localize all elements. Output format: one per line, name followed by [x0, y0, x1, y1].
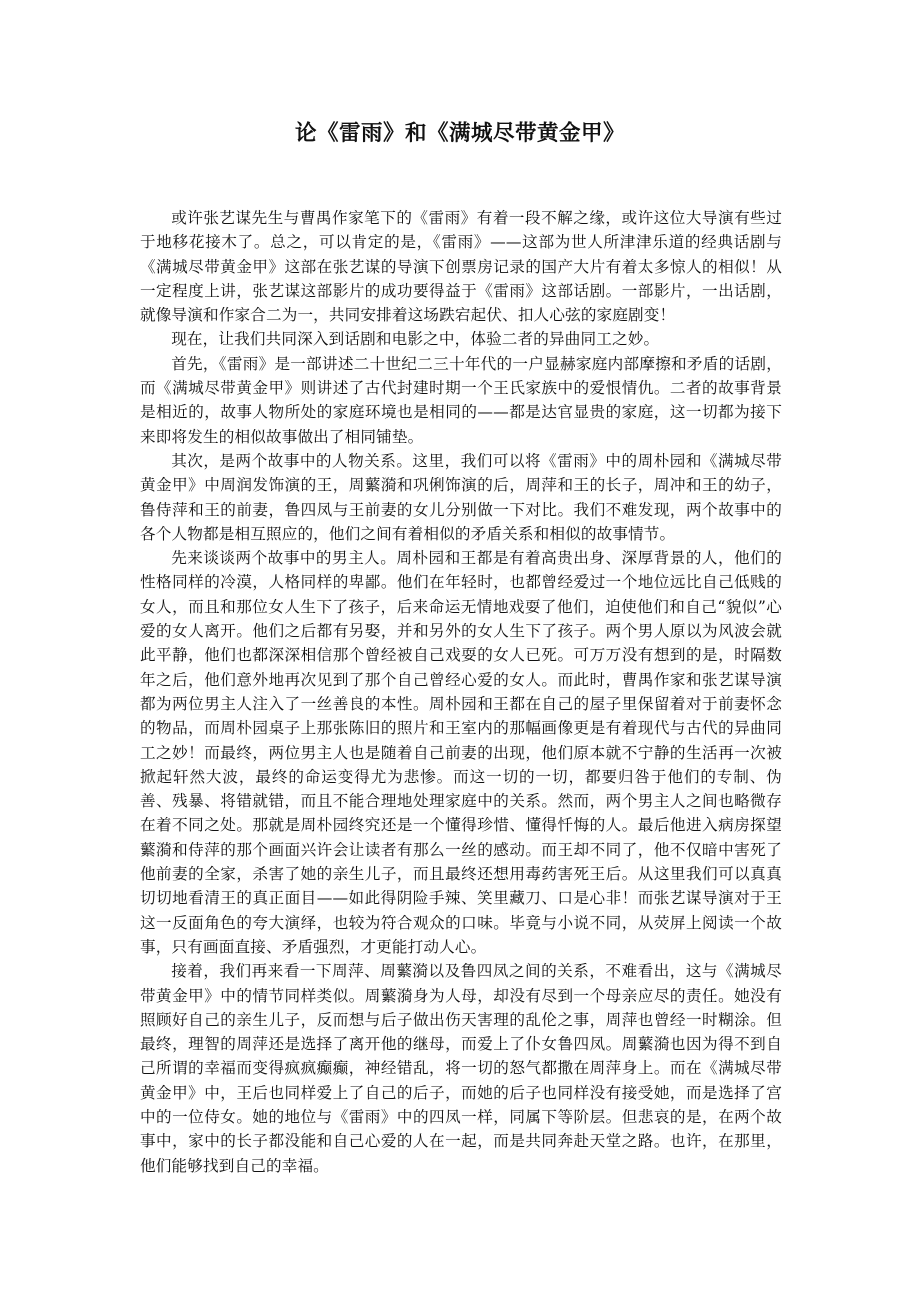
- document-body: [140, 206, 782, 1178]
- paragraph-intro: 或许张艺谋先生与曹禺作家笔下的《雷雨》有着一段不解之缘，或许这位大导演有些过于地移花接木了。总之，可以肯定的是，《雷雨》——这部为世人所津津乐道的经典话剧与《满城尽带黄金甲》这部在张艺谋的导演下创票房记录的国产大片有着太多惊人的相似！从一定程度上讲，张艺谋这部影片的成功要得益于《雷雨》这部话剧。一部影片，一出话剧，就像导演和作家合二为一，共同安排着这场跌宕起伏、扣人心弦的家庭剧变！: [140, 209, 782, 325]
- paragraph-male-leads: 先来谈谈两个故事中的男主人。周朴园和王都是有着高贵出身、深厚背景的人，他们的性格同样的冷漠，人格同样的卑鄙。他们在年轻时，也都曾经爱过一个地位远比自己低贱的女人，而且和那位女人生下了孩子，后来命运无情地戏耍了他们，迫使他们和自己“貌似”心爱的女人离开。他们之后都有另娶，并和另外的女人生下了孩子。两个男人原以为风波会就此平静，他们也都深深相信那个曾经被自己戏耍的女人已死。可万万没有想到的是，时隔数年之后，他们意外地再次见到了那个自己曾经心爱的女人。而此时，曹禺作家和张艺谋导演都为两位男主人注入了一丝善良的本性。周朴园和王都在自己的屋子里保留着对于前妻怀念的物品，而周朴园桌子上那张陈旧的照片和王室内的那幅画像更是有着现代与古代的异曲同工之妙！而最终，两位男主人也是随着自己前妻的出现，他们原本就不宁静的生活再一次被掀起轩然大波，最终的命运变得尤为悲惨。而这一切的一切，都要归咎于他们的专制、伪善、残暴、将错就错，而且不能合理地处理家庭中的关系。然而，两个男主人之间也略微存在着不同之处。那就是周朴园终究还是一个懂得珍惜、懂得忏悔的人。最后他进入病房探望蘩漪和侍萍的那个画面兴许会让读者有那么一丝的感动。而王却不同了，他不仅暗中害死了他前妻的全家，杀害了她的亲生儿子，而且最终还想用毒药害死王后。从这里我们可以真真切切地看清王的真正面目——如此得阴险手辣、笑里藏刀、口是心非！而张艺谋导演对于王这一反面角色的夸大演绎，也较为符合观众的口味。毕竟与小说不同，从荧屏上阅读一个故事，只有画面直接、矛盾强烈，才更能打动人心。: [140, 549, 782, 956]
- paragraph-background: 首先，《雷雨》是一部讲述二十世纪二三十年代的一户显赫家庭内部摩擦和矛盾的话剧，而《满城尽带黄金甲》则讲述了古代封建时期一个王氏家族中的爱恨情仇。二者的故事背景是相近的，故事人物所处的家庭环境也是相同的——都是达官显贵的家庭，这一切都为接下来即将发生的相似故事做出了相同铺垫。: [140, 354, 782, 446]
- paragraph-love-triangle: 接着，我们再来看一下周萍、周蘩漪以及鲁四凤之间的关系，不难看出，这与《满城尽带黄金甲》中的情节同样类似。周蘩漪身为人母，却没有尽到一个母亲应尽的责任。她没有照顾好自己的亲生儿子，反而想与后子做出伤天害理的乱伦之事，周萍也曾经一时糊涂。但最终，理智的周萍还是选择了离开他的继母，而爱上了仆女鲁四凤。周蘩漪也因为得不到自己所谓的幸福而变得疯疯癫癫，神经错乱，将一切的怒气都撒在周萍身上。而在《满城尽带黄金甲》中，王后也同样爱上了自己的后子，而她的后子也同样没有接受她，而是选择了宫中的一位侍女。她的地位与《雷雨》中的四凤一样，同属下等阶层。但悲哀的是，在两个故事中，家中的长子都没能和自己心爱的人在一起，而是共同奔赴天堂之路。也许，在那里，他们能够找到自己的幸福。: [140, 962, 782, 1175]
- paragraph-character-relations: 其次，是两个故事中的人物关系。这里，我们可以将《雷雨》中的周朴园和《满城尽带黄金甲》中周润发饰演的王，周蘩漪和巩俐饰演的后，周萍和王的长子，周冲和王的幼子，鲁侍萍和王的前妻，鲁四凤与王前妻的女儿分别做一下对比。我们不难发现，两个故事中的各个人物都是相互照应的，他们之间有着相似的矛盾关系和相似的故事情节。: [140, 451, 782, 543]
- document-title: 论《雷雨》和《满城尽带黄金甲》: [294, 121, 625, 146]
- paragraph-transition: 现在，让我们共同深入到话剧和电影之中，体验二者的异曲同工之妙。: [171, 330, 660, 349]
